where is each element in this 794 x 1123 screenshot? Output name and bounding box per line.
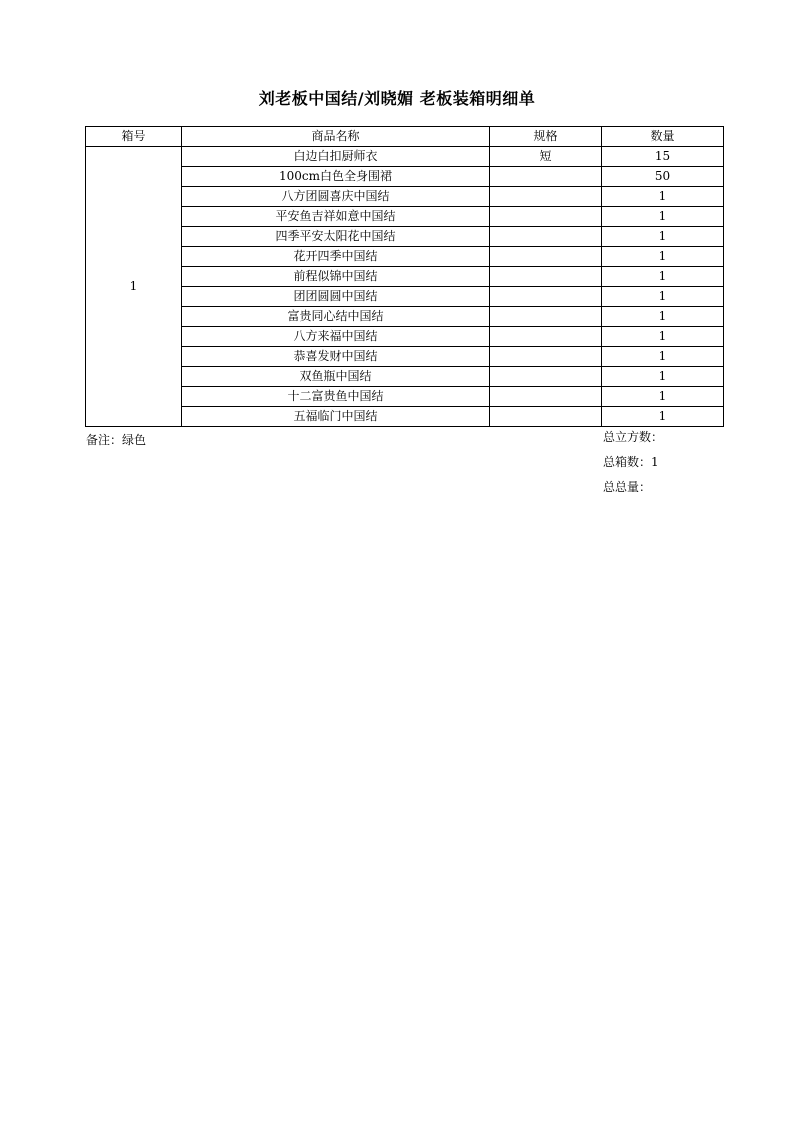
table-row bbox=[86, 407, 724, 427]
quantity-cell: 50 bbox=[602, 167, 724, 187]
product-name-cell: 富贵同心结中国结 bbox=[182, 307, 490, 327]
remark-note: 备注：绿色 bbox=[86, 433, 147, 447]
table-row bbox=[86, 387, 724, 407]
table-row bbox=[86, 227, 724, 247]
product-name-cell: 团团圆圆中国结 bbox=[182, 287, 490, 307]
spec-cell bbox=[490, 407, 602, 427]
spec-cell bbox=[490, 167, 602, 187]
spec-cell bbox=[490, 247, 602, 267]
spec-cell: 短 bbox=[490, 147, 602, 167]
page-title: 刘老板中国结/刘晓媚 老板装箱明细单 bbox=[258, 89, 536, 108]
quantity-cell: 1 bbox=[602, 327, 724, 347]
spec-cell bbox=[490, 187, 602, 207]
product-name-cell: 八方团圆喜庆中国结 bbox=[182, 187, 490, 207]
spec-cell bbox=[490, 287, 602, 307]
quantity-cell: 1 bbox=[602, 227, 724, 247]
total-volume-label: 总立方数： bbox=[603, 430, 664, 444]
spec-cell bbox=[490, 387, 602, 407]
quantity-cell: 1 bbox=[602, 347, 724, 367]
total-boxes-label: 总箱数：1 bbox=[603, 455, 659, 469]
quantity-cell: 1 bbox=[602, 187, 724, 207]
table-row bbox=[86, 367, 724, 387]
header-spec: 规格 bbox=[490, 127, 602, 147]
product-name-cell: 100cm白色全身围裙 bbox=[182, 167, 490, 187]
product-name-cell: 八方来福中国结 bbox=[182, 327, 490, 347]
product-name-cell: 双鱼瓶中国结 bbox=[182, 367, 490, 387]
quantity-cell: 1 bbox=[602, 247, 724, 267]
box-number-cell: 1 bbox=[86, 147, 182, 427]
header-quantity: 数量 bbox=[602, 127, 724, 147]
product-name-cell: 四季平安太阳花中国结 bbox=[182, 227, 490, 247]
summary-block bbox=[603, 430, 663, 505]
spec-cell bbox=[490, 227, 602, 247]
quantity-cell: 1 bbox=[602, 267, 724, 287]
product-name-cell: 十二富贵鱼中国结 bbox=[182, 387, 490, 407]
product-name-cell: 平安鱼吉祥如意中国结 bbox=[182, 207, 490, 227]
product-name-cell: 恭喜发财中国结 bbox=[182, 347, 490, 367]
product-name-cell: 五福临门中国结 bbox=[182, 407, 490, 427]
quantity-cell: 15 bbox=[602, 147, 724, 167]
table-header-row bbox=[86, 127, 724, 147]
table-row bbox=[86, 187, 724, 207]
packing-list-table bbox=[85, 126, 724, 427]
table-row bbox=[86, 307, 724, 327]
product-name-cell: 花开四季中国结 bbox=[182, 247, 490, 267]
table-row bbox=[86, 287, 724, 307]
spec-cell bbox=[490, 327, 602, 347]
quantity-cell: 1 bbox=[602, 387, 724, 407]
product-name-cell: 白边白扣厨师衣 bbox=[182, 147, 490, 167]
table-row bbox=[86, 347, 724, 367]
table-row bbox=[86, 207, 724, 227]
spec-cell bbox=[490, 207, 602, 227]
quantity-cell: 1 bbox=[602, 207, 724, 227]
quantity-cell: 1 bbox=[602, 367, 724, 387]
table-row bbox=[86, 167, 724, 187]
header-product-name: 商品名称 bbox=[182, 127, 490, 147]
table-row bbox=[86, 267, 724, 287]
quantity-cell: 1 bbox=[602, 407, 724, 427]
spec-cell bbox=[490, 347, 602, 367]
product-name-cell: 前程似锦中国结 bbox=[182, 267, 490, 287]
header-box-number: 箱号 bbox=[86, 127, 182, 147]
table-row bbox=[86, 147, 724, 167]
table-row bbox=[86, 327, 724, 347]
table-row bbox=[86, 247, 724, 267]
total-weight-label: 总总量： bbox=[603, 480, 652, 494]
spec-cell bbox=[490, 267, 602, 287]
quantity-cell: 1 bbox=[602, 287, 724, 307]
spec-cell bbox=[490, 367, 602, 387]
spec-cell bbox=[490, 307, 602, 327]
quantity-cell: 1 bbox=[602, 307, 724, 327]
